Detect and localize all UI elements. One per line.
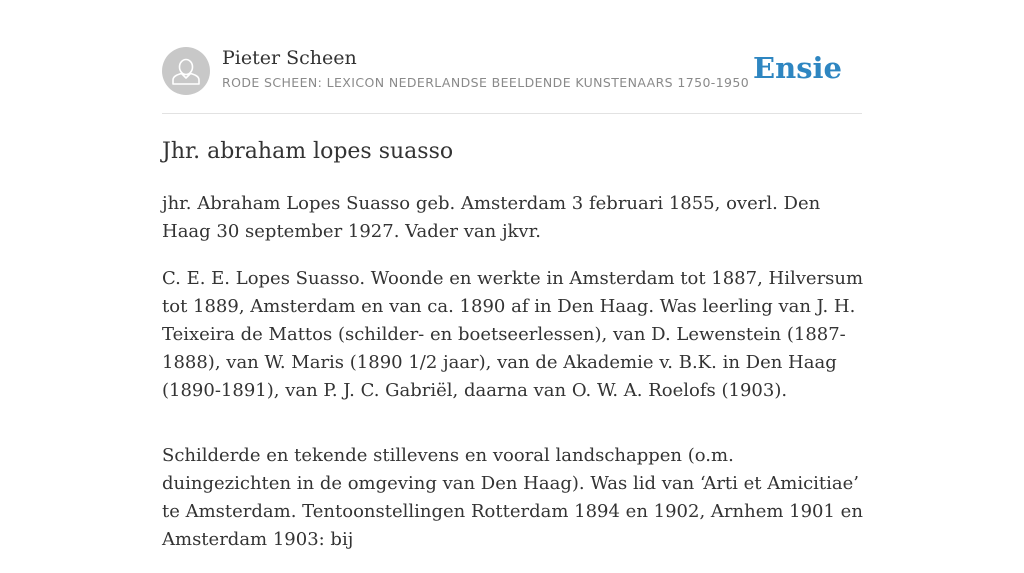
- source-title[interactable]: RODE SCHEEN: LEXICON NEDERLANDSE BEELDENDE KUNSTENAARS 1750-1950: [222, 75, 750, 90]
- user-outline-icon: [162, 47, 210, 95]
- article-paragraph-1: jhr. Abraham Lopes Suasso geb. Amsterdam 3 februari 1855, overl. Den Haag 30 september 1927. Vader van jkvr.: [162, 193, 821, 242]
- article-body: [162, 190, 864, 573]
- article-title: Jhr. abraham lopes suasso: [162, 139, 454, 164]
- author-name[interactable]: Pieter Scheen: [222, 47, 357, 69]
- ensie-logo-link[interactable]: Ensie: [753, 51, 842, 85]
- article-header: [162, 47, 862, 113]
- article-paragraph-3: Schilderde en tekende stillevens en vooral landschappen (o.m. duingezichten in de omgeving van Den Haag). Was lid van ‘Arti et Amicitiae’ te Amsterdam. Tentoonstellingen Rotterdam 1894 en 1902, Arnhem 1901 en Amsterdam 1903: bij: [162, 445, 863, 550]
- article-paragraph-2: C. E. E. Lopes Suasso. Woonde en werkte in Amsterdam tot 1887, Hilversum tot 1889, Amsterdam en van ca. 1890 af in Den Haag. Was leerling van J. H. Teixeira de Mattos (schilder- en boetseerlessen), van D. Lewenstein (1887-1888), van W. Maris (1890 1/2 jaar), van de Akademie v. B.K. in Den Haag (1890-1891), van P. J. C. Gabriël, daarna van O. W. A. Roelofs (1903).: [162, 268, 864, 401]
- header-divider: [162, 113, 862, 114]
- author-avatar[interactable]: [162, 47, 210, 95]
